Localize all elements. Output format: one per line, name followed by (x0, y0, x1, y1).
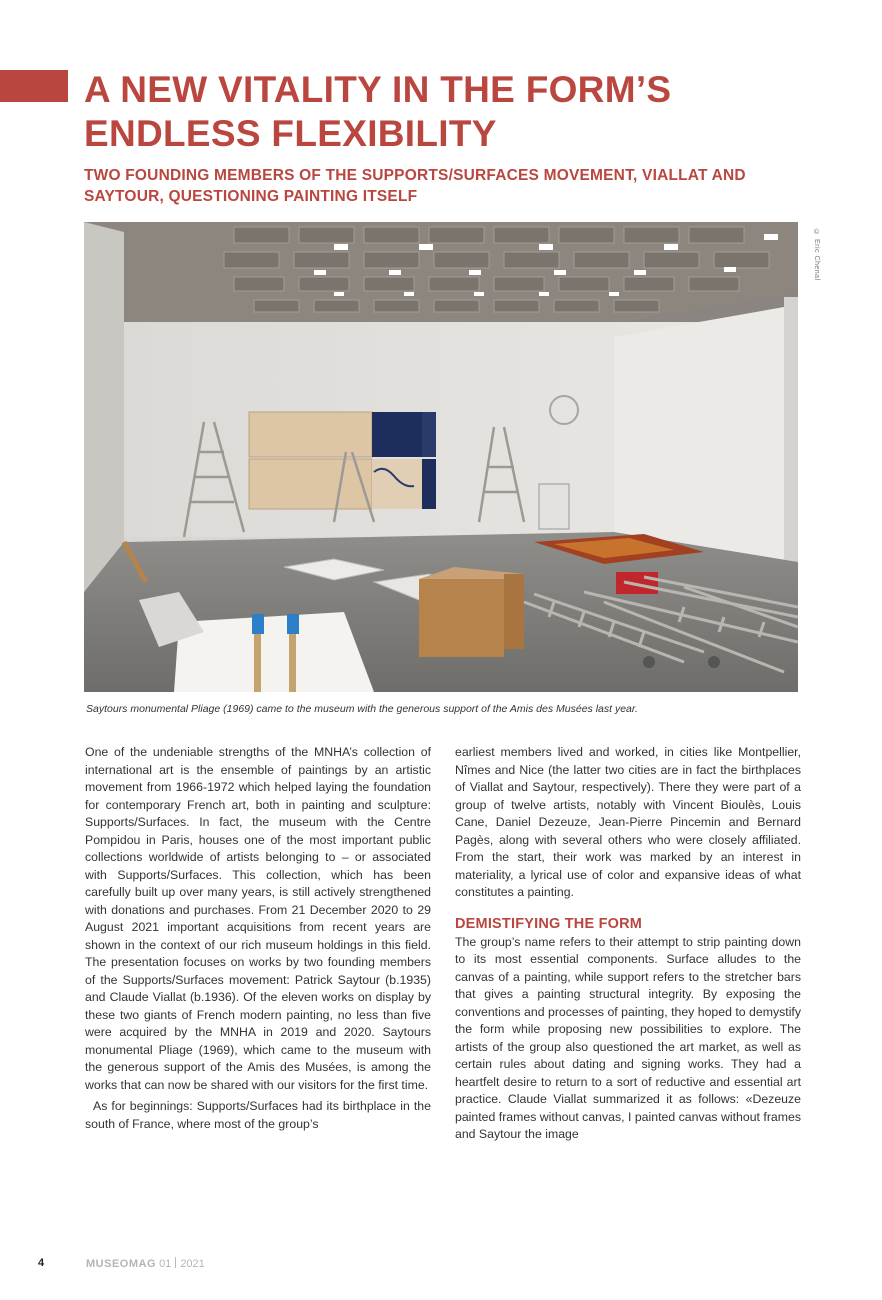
article-title: A NEW VITALITY IN THE FORM’S ENDLESS FLEXIBILITY (84, 69, 672, 154)
issue-year: 2021 (180, 1258, 205, 1270)
photo-caption: Saytours monumental Pliage (1969) came to the museum with the generous support of the Amis des Musées last year. (86, 703, 638, 715)
body-paragraph: As for beginnings: Supports/Surfaces had its birthplace in the south of France, where most of the group’s (85, 1099, 431, 1131)
body-paragraph: The group’s name refers to their attempt to strip painting down to its most essential components. Surface alludes to the canvas of a painting, while support refers to the stretcher bars that gives a painting structural integrity. By exposing the conventions and processes of painting, they hoped to demystify the form while proposing new possibilities to explore. The artists of the group also questioned the art market, as well as certain rules about dating and signing works. They had a heartfelt desire to return to a sort of reductive and essential art practice. Claude Viallat summarized it as follows: «Dezeuze painted frames without canvas, I painted canvas without frames and Saytour the image (455, 934, 801, 1141)
magazine-name: MUSEOMAG (86, 1258, 156, 1270)
section-heading: DEMISTIFYING THE FORM (455, 915, 643, 932)
body-paragraph: earliest members lived and worked, in cities like Montpellier, Nîmes and Nice (the latter two cities are in fact the birthplaces of Viallat and Saytour, respectively). There they were part of a group of twelve artists, notably with Vincent Bioulès, Louis Cane, Daniel Dezeuze, Jean-Pierre Pincemin and Bernard Pagès, along with several others who were closely affiliated. From the start, their work was marked by an interest in materiality, a lyrical use of color and expansive ideas of what constitutes a painting. (455, 745, 801, 899)
footer-brand (86, 1257, 205, 1270)
gallery-photo (84, 222, 798, 692)
article-column-right (455, 744, 801, 1144)
article-subtitle: TWO FOUNDING MEMBERS OF THE SUPPORTS/SURFACES MOVEMENT, VIALLAT AND SAYTOUR, QUESTIONING PAINTING ITSELF (84, 167, 746, 205)
article-column-left (85, 744, 431, 1133)
page-number: 4 (38, 1257, 45, 1269)
photo-credit: © Eric Chenal (813, 229, 820, 281)
body-paragraph: One of the undeniable strengths of the MNHA’s collection of international art is the ensemble of paintings by an artistic movement from 1966-1972 which helped laying the foundation for contemporary French art, both in painting and sculpture: Supports/Surfaces. In fact, the museum with the Centre Pompidou in Paris, houses one of the most important public collections worldwide of artists belonging to – or associated with Supports/Surfaces. This collection, which has been carefully built up over many years, is still actively strengthened with donations and purchases. From 21 December 2020 to 29 August 2021 important acquisitions from recent years are shown in the context of our rich museum holdings in this field. The presentation focuses on works by two founding members of the Supports/Surfaces movement: Patrick Saytour (b.1935) and Claude Viallat (b.1936). Of the eleven works on display by these two giants of French modern painting, no less than five were acquired by the MNHA in 2019 and 2020. Saytours monumental Pliage (1969), which came to the museum with the generous support of the Amis des Musées, is among the works that can now be shared with our visitors for the first time. (85, 745, 431, 1092)
accent-bar (0, 70, 68, 102)
footer-divider (175, 1257, 176, 1268)
issue-number: 01 (159, 1258, 172, 1270)
